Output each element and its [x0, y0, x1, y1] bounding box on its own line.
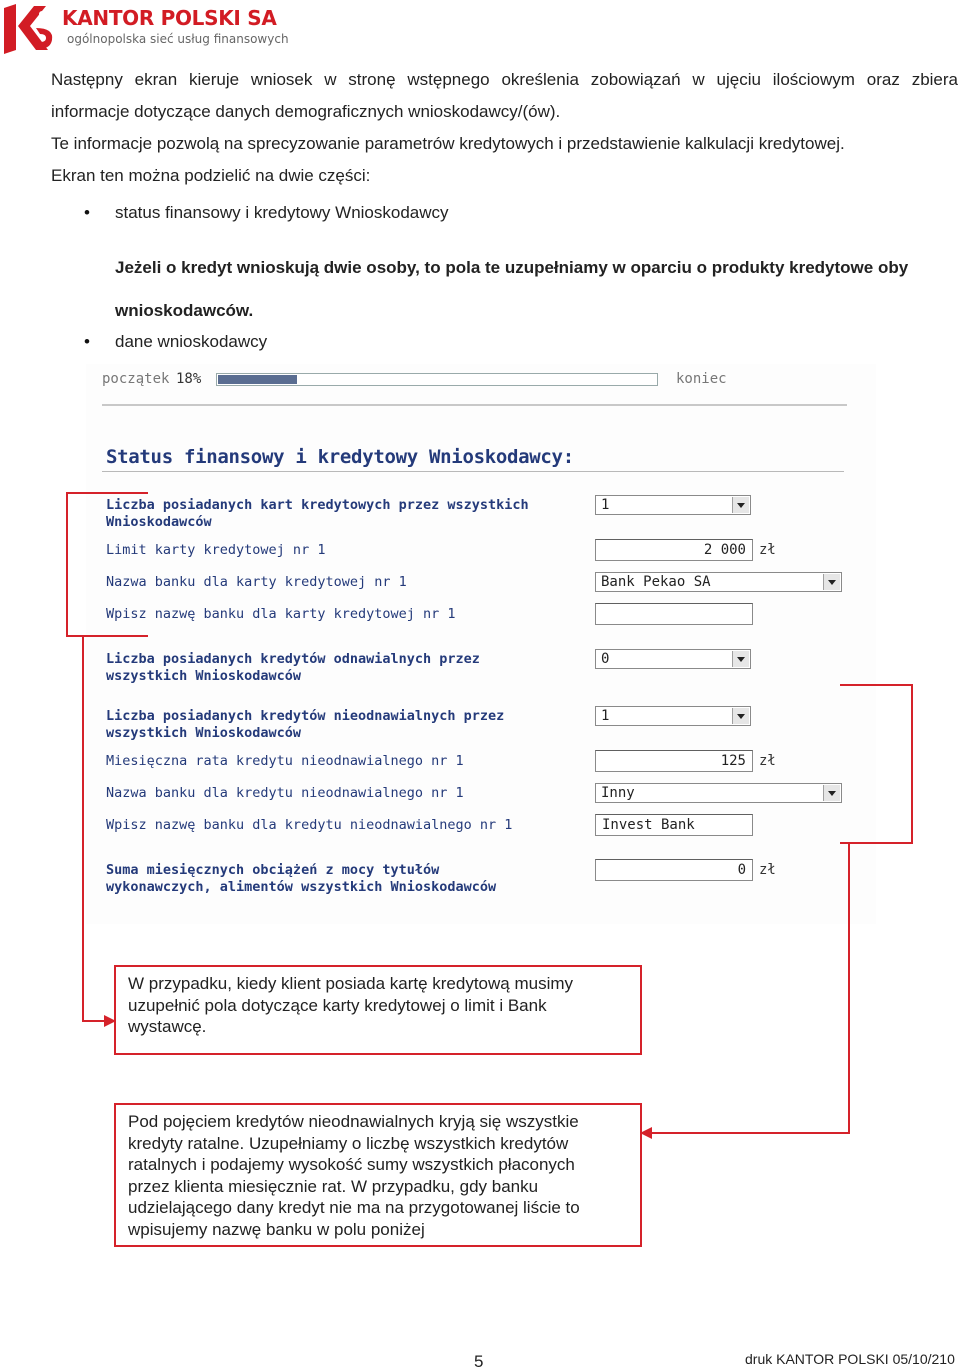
loan-bank-other-input[interactable]: Invest Bank	[595, 814, 753, 836]
callout-line: wpisujemy nazwę banku w polu poniżej	[128, 1219, 425, 1239]
loan-bank-label: Nazwa banku dla kredytu nieodnawialnego nr 1	[106, 785, 464, 801]
currency-unit: zł	[759, 542, 776, 558]
card-bank-select[interactable]	[595, 572, 842, 592]
nonrevolving-count-label	[106, 708, 504, 742]
bullet-financial-status: status finansowy i kredytowy Wnioskodawcy	[115, 203, 449, 222]
annotation-line	[82, 1020, 104, 1022]
loan-bank-select[interactable]	[595, 783, 842, 803]
progress-fill	[218, 375, 297, 384]
obligations-input[interactable]: 0	[595, 859, 753, 881]
label-line: Liczba posiadanych kredytów odnawialnych przez	[106, 651, 480, 667]
select-value: Bank Pekao SA	[601, 574, 711, 590]
callout-line: wystawcę.	[128, 1017, 207, 1036]
cards-count-label	[106, 497, 529, 531]
label-line: Suma miesięcznych obciążeń z mocy tytułów	[106, 862, 440, 878]
callout-line: Pod pojęciem kredytów nieodnawialnych kryją się wszystkie	[128, 1112, 579, 1131]
dropdown-arrow-icon[interactable]	[732, 651, 749, 667]
logo-title: KANTOR POLSKI SA	[62, 6, 277, 30]
callout-line: udzielającego dany kredyt nie ma na przygotowanej liście to	[128, 1198, 580, 1217]
cards-count-select[interactable]	[595, 495, 751, 515]
annotation-line	[66, 492, 148, 494]
nonrevolving-count-select[interactable]	[595, 706, 751, 726]
dropdown-arrow-icon[interactable]	[732, 708, 749, 724]
callout-line: uzupełnić pola dotyczące karty kredytowej o limit i Bank	[128, 995, 547, 1015]
callout-line: ratalnych i podajemy wysokość sumy wszystkich płaconych	[128, 1155, 575, 1174]
two-applicants-note: Jeżeli o kredyt wnioskują dwie osoby, to pola te uzupełniamy w oparciu o produkty kredytowe oby wnioskodawców.	[115, 258, 909, 320]
progress-end-label: koniec	[676, 371, 727, 387]
label-line: wszystkich Wnioskodawców	[106, 725, 302, 741]
annotation-line	[66, 635, 148, 637]
callout-line: przez klienta miesięcznie rat. W przypadku, gdy banku	[128, 1176, 539, 1196]
label-line: Liczba posiadanych kart kredytowych przez wszystkich	[106, 497, 529, 513]
select-value: 1	[601, 497, 610, 513]
label-line: wszystkich Wnioskodawców	[106, 668, 302, 684]
installment-input[interactable]: 125	[595, 750, 753, 772]
label-line: Wnioskodawców	[106, 514, 212, 530]
revolving-count-select[interactable]	[595, 649, 751, 669]
callout-line: W przypadku, kiedy klient posiada kartę kredytową musimy	[128, 974, 574, 993]
card-bank-label: Nazwa banku dla karty kredytowej nr 1	[106, 574, 407, 590]
card-limit-input[interactable]: 2 000	[595, 539, 753, 561]
bullet-marker: •	[84, 203, 90, 222]
progress-percent: 18%	[176, 371, 202, 387]
bullet-applicant-data: dane wnioskodawcy	[115, 332, 268, 351]
select-value: Inny	[601, 785, 635, 801]
annotation-line	[66, 492, 68, 637]
divider	[102, 404, 847, 406]
label-line: wykonawczych, alimentów wszystkich Wnioskodawców	[106, 879, 497, 895]
card-bank-other-label: Wpisz nazwę banku dla karty kredytowej nr 1	[106, 606, 456, 622]
select-value: 1	[601, 708, 610, 724]
label-line: Liczba posiadanych kredytów nieodnawialnych przez	[106, 708, 505, 724]
card-bank-other-input[interactable]	[595, 603, 753, 625]
annotation-line	[911, 684, 913, 844]
kantor-logo-icon	[2, 2, 58, 56]
annotation-line	[848, 844, 850, 1134]
intro-line: Ekran ten można podzielić na dwie części:	[51, 166, 371, 185]
annotation-line	[82, 637, 84, 1022]
page-number: 5	[474, 1352, 484, 1371]
installment-label: Miesięczna rata kredytu nieodnawialnego nr 1	[106, 753, 464, 769]
annotation-line	[840, 684, 913, 686]
progress-bar	[216, 373, 658, 386]
obligations-label	[106, 862, 496, 896]
dropdown-arrow-icon[interactable]	[823, 574, 840, 590]
annotation-line	[840, 842, 913, 844]
select-value: 0	[601, 651, 610, 667]
callout-line: kredyty ratalne. Uzupełniamy o liczbę wszystkich kredytów	[128, 1133, 569, 1153]
progress-start-label: początek	[102, 371, 170, 387]
currency-unit: zł	[759, 862, 776, 878]
card-limit-label: Limit karty kredytowej nr 1	[106, 542, 326, 558]
nonrevolving-callout	[114, 1103, 642, 1247]
divider	[102, 471, 844, 472]
form-title: Status finansowy i kredytowy Wnioskodawcy:	[106, 446, 574, 468]
print-info: druk KANTOR POLSKI 05/10/210	[745, 1351, 955, 1367]
intro-line: Następny ekran kieruje wniosek w stronę wstępnego określenia zobowiązań w ujęciu ilościowym oraz zbiera	[51, 70, 958, 89]
intro-line: Te informacje pozwolą na sprecyzowanie parametrów kredytowych i przedstawienie kalkulacji kredytowej.	[51, 134, 845, 153]
dropdown-arrow-icon[interactable]	[823, 785, 840, 801]
logo-subtitle: ogólnopolska sieć usług finansowych	[67, 32, 289, 46]
intro-paragraph	[51, 64, 958, 192]
loan-bank-other-label: Wpisz nazwę banku dla kredytu nieodnawialnego nr 1	[106, 817, 513, 833]
dropdown-arrow-icon[interactable]	[732, 497, 749, 513]
bullet-marker: •	[84, 332, 90, 351]
intro-line: informacje dotyczące danych demograficznych wnioskodawcy/(ów).	[51, 102, 561, 121]
annotation-line	[652, 1132, 850, 1134]
credit-card-callout	[114, 965, 642, 1055]
currency-unit: zł	[759, 753, 776, 769]
revolving-count-label	[106, 651, 480, 685]
